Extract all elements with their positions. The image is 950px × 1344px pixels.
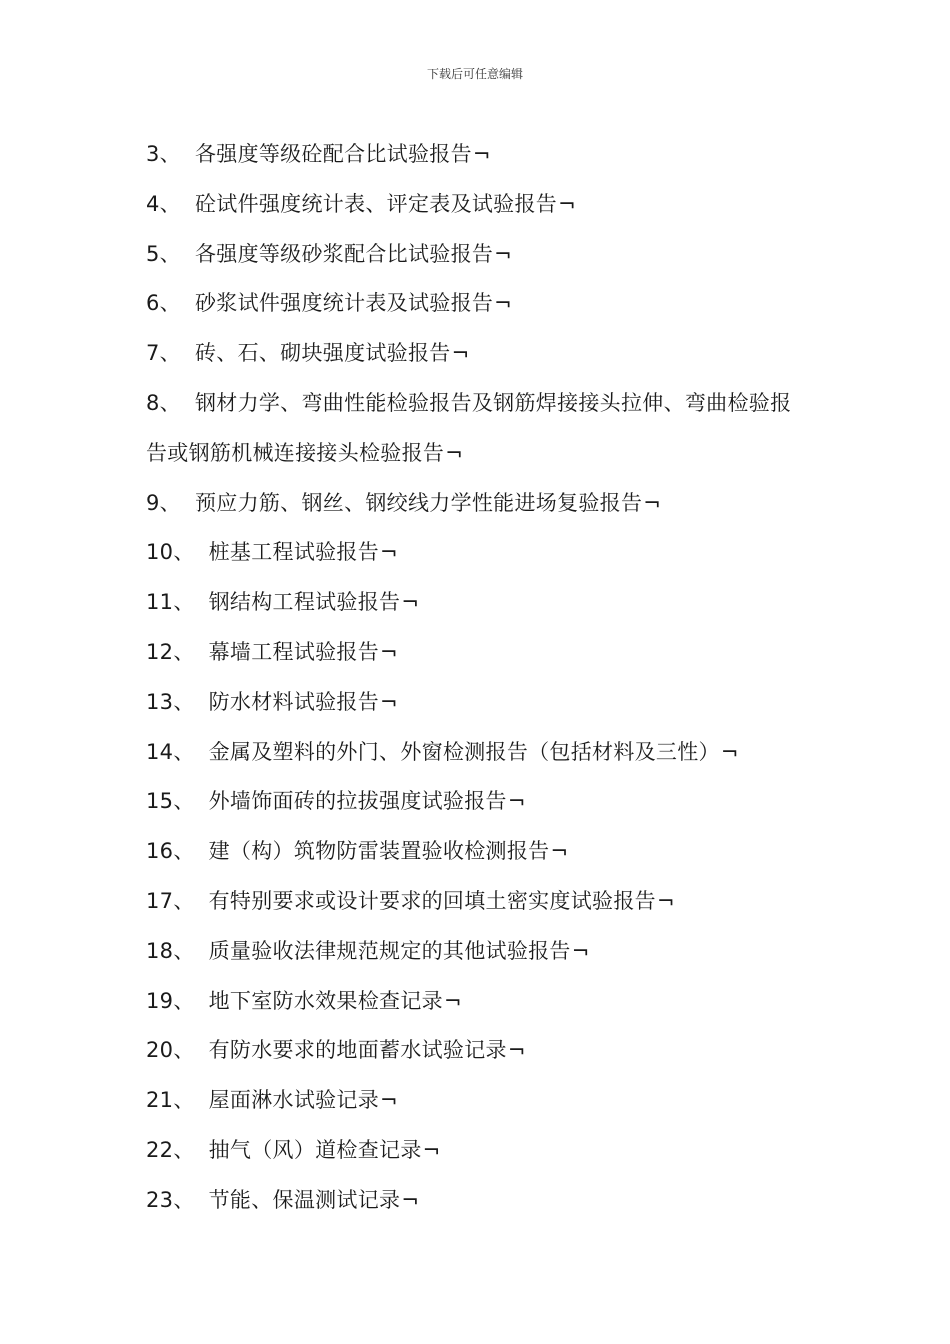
item-end-mark: ¬ [507, 789, 526, 814]
item-end-mark: ¬ [401, 1187, 420, 1212]
item-text: 各强度等级砂浆配合比试验报告 [194, 241, 494, 266]
list-item [146, 877, 806, 927]
item-end-mark: ¬ [451, 341, 470, 366]
list-item [146, 977, 806, 1027]
list-item [146, 379, 806, 479]
item-end-mark: ¬ [380, 689, 398, 714]
list-item [146, 1176, 806, 1226]
item-number: 20、 [146, 1038, 195, 1063]
item-number: 23、 [146, 1187, 195, 1212]
item-text: 幕墙工程试验报告 [208, 639, 380, 664]
item-number: 3、 [146, 142, 181, 166]
document-item-list [146, 130, 806, 1226]
item-number: 8、 [146, 390, 181, 415]
item-text: 有防水要求的地面蓄水试验记录 [208, 1038, 507, 1063]
item-end-mark: ¬ [380, 639, 398, 664]
item-text: 各强度等级砼配合比试验报告 [194, 142, 472, 166]
list-item [146, 279, 806, 329]
item-end-mark: ¬ [643, 490, 662, 515]
item-text: 钢材力学、弯曲性能检验报告及钢筋焊接接头拉伸、弯曲检验报告或钢筋机械连接接头检验报告 [146, 390, 792, 465]
item-text: 金属及塑料的外门、外窗检测报告（包括材料及三性） [208, 739, 720, 764]
item-number: 5、 [146, 241, 181, 266]
list-item [146, 1126, 806, 1176]
item-text: 有特别要求或设计要求的回填土密实度试验报告 [208, 888, 656, 913]
item-number: 13、 [146, 689, 195, 714]
item-end-mark: ¬ [720, 739, 739, 764]
item-end-mark: ¬ [443, 988, 462, 1013]
item-end-mark: ¬ [380, 1088, 398, 1113]
item-number: 19、 [146, 988, 195, 1013]
item-text: 砂浆试件强度统计表及试验报告 [194, 291, 494, 316]
item-end-mark: ¬ [445, 440, 464, 465]
list-item [146, 578, 806, 628]
list-item [146, 728, 806, 778]
list-item [146, 777, 806, 827]
item-end-mark: ¬ [472, 142, 491, 166]
item-text: 抽气（风）道检查记录 [208, 1137, 422, 1162]
item-number: 15、 [146, 789, 195, 814]
item-number: 10、 [146, 540, 195, 565]
page-header-note: 下载后可任意编辑 [426, 67, 523, 81]
list-item [146, 479, 806, 529]
list-item [146, 130, 806, 180]
item-text: 节能、保温测试记录 [208, 1187, 401, 1212]
item-end-mark: ¬ [571, 938, 590, 963]
item-text: 钢结构工程试验报告 [208, 590, 401, 615]
list-item [146, 230, 806, 280]
item-number: 21、 [146, 1088, 195, 1113]
list-item [146, 329, 806, 379]
item-number: 12、 [146, 639, 195, 664]
list-item [146, 180, 806, 230]
item-number: 11、 [146, 590, 195, 615]
list-item [146, 678, 806, 728]
item-number: 22、 [146, 1137, 195, 1162]
item-text: 建（构）筑物防雷装置验收检测报告 [208, 839, 550, 864]
item-text: 屋面淋水试验记录 [208, 1088, 380, 1113]
list-item [146, 827, 806, 877]
item-text: 预应力筋、钢丝、钢绞线力学性能进场复验报告 [194, 490, 643, 515]
item-number: 7、 [146, 341, 181, 366]
list-item [146, 1076, 806, 1126]
item-number: 18、 [146, 938, 195, 963]
item-number: 6、 [146, 291, 181, 316]
item-number: 16、 [146, 839, 195, 864]
list-item [146, 528, 806, 578]
item-number: 9、 [146, 490, 181, 515]
list-item [146, 628, 806, 678]
item-text: 桩基工程试验报告 [208, 540, 380, 565]
item-end-mark: ¬ [494, 291, 513, 316]
item-end-mark: ¬ [507, 1038, 526, 1063]
item-end-mark: ¬ [558, 191, 576, 216]
item-number: 17、 [146, 888, 195, 913]
item-end-mark: ¬ [550, 839, 569, 864]
item-end-mark: ¬ [380, 540, 398, 565]
item-number: 4、 [146, 191, 181, 216]
item-text: 质量验收法律规范规定的其他试验报告 [208, 938, 571, 963]
item-text: 砖、石、砌块强度试验报告 [194, 341, 451, 366]
item-end-mark: ¬ [401, 590, 420, 615]
item-text: 地下室防水效果检查记录 [208, 988, 443, 1013]
item-text: 外墙饰面砖的拉拔强度试验报告 [208, 789, 507, 814]
item-end-mark: ¬ [494, 241, 513, 266]
list-item [146, 927, 806, 977]
item-end-mark: ¬ [656, 888, 675, 913]
item-text: 防水材料试验报告 [208, 689, 380, 714]
item-end-mark: ¬ [422, 1137, 441, 1162]
item-text: 砼试件强度统计表、评定表及试验报告 [194, 191, 558, 216]
list-item [146, 1026, 806, 1076]
item-number: 14、 [146, 739, 195, 764]
